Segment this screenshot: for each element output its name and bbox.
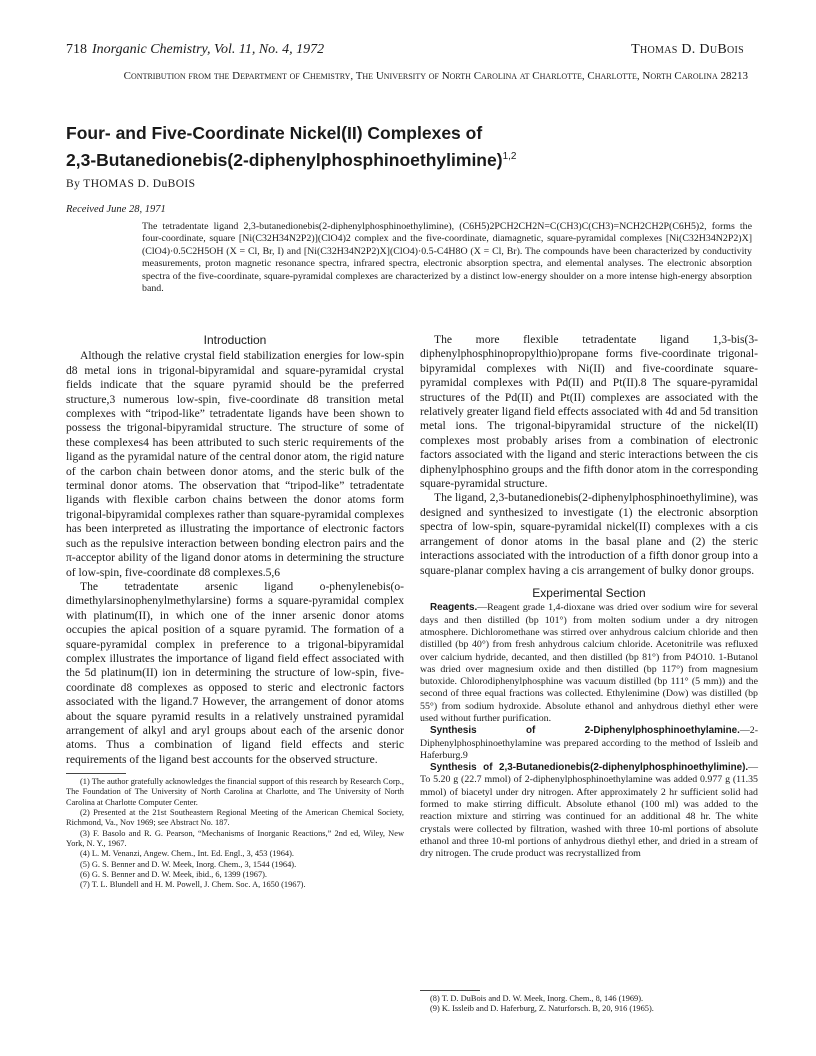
title-line-1: Four- and Five-Coordinate Nickel(II) Complexes of — [66, 123, 483, 143]
byline: By THOMAS D. DuBOIS — [66, 178, 196, 190]
right-footnote-rule — [420, 990, 480, 991]
footnote-1: (1) The author gratefully acknowledges the financial support of this research by Research Corp., The Foundation of The University of North Carolina at Charlotte, and The University of North Carolina at Charlotte Computer Center. — [66, 777, 404, 807]
article-title — [66, 122, 756, 172]
page-number: 718 — [66, 42, 87, 57]
left-column — [66, 333, 404, 890]
contribution-line: Contribution from the Department of Chemistry, The University of North Carolina at Charlotte, Charlotte, North Carolina 28213 — [123, 70, 748, 82]
synthesis-2-heading: Synthesis of 2,3-Butanedionebis(2-diphenylphosphinoethylimine). — [430, 762, 749, 774]
footnote-2: (2) Presented at the 21st Southeastern Regional Meeting of the American Chemical Society, Richmond, Va., Nov 1969; see Abstract No. 187. — [66, 808, 404, 828]
footnote-8: (8) T. D. DuBois and D. W. Meek, Inorg. Chem., 8, 146 (1969). — [430, 994, 644, 1003]
title-line-2 — [66, 145, 756, 172]
intro-paragraph-2: The tetradentate arsenic ligand o-phenylenebis(o-dimethylarsinophenylmethylarsine) forms a square-pyramidal complex with platinum(II), in which one of the inner arsenic donor atoms occupies the apical position of a square pyramid. The formation of a square-pyramidal complex in preference to a trigonal-bipyramidal complex illustrates the importance of ligand field effect associated with the 5d platinum(II) ion in determining the structure of low-spin, five-coordinate d8 complexes as opposed to steric and electronic factors associated with the ligand.7 However, the arrangement of donor atoms about the square pyramid results in a relatively unstrained pyramidal arrangement of alkyl and aryl groups about each of the arsenic donor atoms. Thus a combination of ligand field effects and steric requirements of the ligand best accounts for the observed structure. — [66, 579, 404, 766]
journal-citation: Inorganic Chemistry, Vol. 11, No. 4, 1972 — [92, 42, 325, 57]
title-footnote-marker: 1,2 — [502, 151, 517, 162]
synthesis-2-paragraph — [420, 762, 758, 860]
footnote-4: (4) L. M. Venanzi, Angew. Chem., Int. Ed. Engl., 3, 453 (1964). — [80, 849, 294, 859]
experimental-section — [420, 602, 758, 860]
footnote-7: (7) T. L. Blundell and H. M. Powell, J. Chem. Soc. A, 1650 (1967). — [80, 880, 306, 890]
title-line-2-text: 2,3-Butanedionebis(2-diphenylphosphinoethylimine) — [66, 149, 503, 170]
right-footnotes — [420, 990, 758, 1015]
right-paragraph-2: The ligand, 2,3-butanedionebis(2-diphenylphosphinoethylimine), was designed and synthesized to investigate (1) the electronic absorption spectra of low-spin, square-pyramidal nickel(II) complexes with a cis arrangement of donor atoms in the basal plane and (2) the steric interactions associated with the introduction of a fifth donor group into a square-planar complex having a cis arrangement of bulky donor groups. — [420, 491, 758, 577]
received-date: Received June 28, 1971 — [66, 204, 166, 215]
footnote-5: (5) G. S. Benner and D. W. Meek, Inorg. Chem., 3, 1544 (1964). — [80, 859, 297, 869]
introduction-heading: Introduction — [203, 333, 267, 347]
footnote-6: (6) G. S. Benner and D. W. Meek, ibid., 6, 1399 (1967). — [80, 869, 268, 879]
synthesis-1-heading: Synthesis of 2-Diphenylphosphinoethylamine. — [430, 725, 740, 737]
reagents-heading: Reagents. — [430, 602, 478, 614]
footnote-rule — [66, 773, 126, 774]
reagents-text: —Reagent grade 1,4-dioxane was dried over sodium wire for several days and then distilled (bp 101°) from molten sodium under a dry nitrogen atmosphere. Dichloromethane was stirred over anhydrous calcium chloride and then distilled (bp 40°) from fresh anhydrous calcium chloride. Acetonitrile was refluxed over calcium hydride, decanted, and then distilled (bp 81°) from P4O10. 1-Butanol was dried over magnesium oxide and then distilled (bp 117°) from magnesium butoxide. Chlorodiphenylphosphine was vacuum distilled (bp 111° (5 mm)) and the second of three equal fractions was collected. Ethylenimine (Dow) was distilled (bp 55°) from sodium hydroxide. Absolute ethanol and anhydrous diethyl ether were used without further purification. — [420, 602, 758, 724]
right-paragraph-1: The more flexible tetradentate ligand 1,3-bis(3-diphenylphosphinopropylthio)propane forms five-coordinate trigonal-bipyramidal complexes with Ni(II) and five-coordinate square-pyramidal complexes with Pd(II) and Pt(II).8 The square-pyramidal structures of the Pd(II) and Pt(II) complexes are associated with the relatively greater ligand field effects associated with 4d and 5d transition metal ions. The trigonal-bipyramidal structure of the nickel(II) complexes most probably arises from a combination of electronic factors associated with the ligand and steric interactions between the cis diphenylphosphino groups and the fifth donor atom in the corresponding square-pyramidal structure. — [420, 333, 758, 491]
right-column — [420, 333, 758, 861]
synthesis-1-text: —2-Diphenylphosphinoethylamine was prepared according to the method of Issleib and Haferburg.9 — [420, 725, 758, 761]
intro-paragraph-1: Although the relative crystal field stabilization energies for low-spin d8 metal ions in trigonal-bipyramidal and square-pyramidal crystal fields indicate that the square pyramid should be the preferred structure,3 numerous low-spin, five-coordinate d8 transition metal complexes with “tripod-like” tetradentate ligands have been shown to possess the trigonal-bipyramidal structure. The structure of some of these complexes4 has been attributed to such steric requirements of the ligand as the pyramidal nature of the central donor atom, the rigid nature of the carbon chain between donor atoms, and the steric bulk of the terminal donor atoms. The observation that “tripod-like” tetradentate ligands with flexible carbon chains between the donor atoms form trigonal-bipyramidal complexes rather than square-pyramidal complexes has been interpreted as illustrating the importance of electronic factors such as the repulsive interaction between bonding electron pairs and the π-acceptor ability of the ligand donor atoms in determining the structure of low-spin, five-coordinate d8 complexes.5,6 — [66, 349, 404, 579]
running-author: Thomas D. DuBois — [631, 42, 744, 57]
footnote-3: (3) F. Basolo and R. G. Pearson, “Mechanisms of Inorganic Reactions,” 2nd ed, Wiley, New York, N. Y., 1967. — [66, 828, 404, 848]
abstract: The tetradentate ligand 2,3-butanedionebis(2-diphenylphosphinoethylimine), (C6H5)2PCH2CH2N=C(CH3)C(CH3)=NCH2CH2P(C6H5)2, forms the four-coordinate, square [Ni(C32H34N2P2)](ClO4)2 complex and the five-coordinate, diamagnetic, square-pyramidal complexes [Ni(C32H34N2P2)X](ClO4)·0.5C2H5OH (X = Cl, Br, I) and [Ni(C32H34N2P2)X](ClO4)·0.5-C4H8O (X = Cl, Br). The compounds have been characterized by conductivity measurements, proton magnetic resonance spectra, infrared spectra, electronic absorption spectra, and elemental analyses. The electronic absorption spectra of the five-coordinate, square-pyramidal complexes are characterized by a distinct low-energy shoulder on a more intense high-energy absorption band. — [142, 221, 752, 295]
footnote-9: (9) K. Issleib and D. Haferburg, Z. Naturforsch. B, 20, 916 (1965). — [430, 1004, 654, 1014]
experimental-heading: Experimental Section — [532, 585, 646, 600]
synthesis-2-text: —To 5.20 g (22.7 mmol) of 2-diphenylphosphinoethylamine was added 0.977 g (11.35 mmol) of biacetyl under dry nitrogen. After approximately 2 hr sufficient solid had formed to make stirring difficult. Absolute ethanol (100 ml) was added to the reaction mixture and stirring was continued for an additional 48 hr. The white crystals were collected by filtration, washed with three 10-ml portions of absolute ethanol and three 10-ml portions of anhydrous diethyl ether, and dried in a stream of dry nitrogen. The crude product was recrystallized from — [420, 762, 758, 860]
running-header — [0, 42, 816, 62]
reagents-paragraph — [420, 602, 758, 725]
synthesis-1-paragraph — [420, 725, 758, 762]
